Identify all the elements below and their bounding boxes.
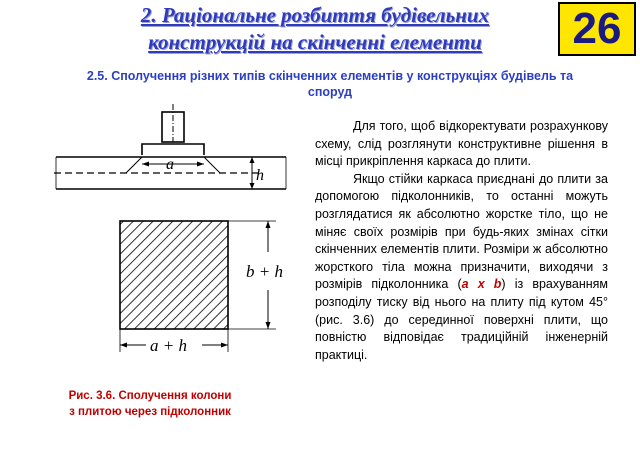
paragraph-2-part-2: ) із врахуванням розподілу тиску від нього на плиту під кутом 45° (рис. 3.6) до серединної поверхні плити, що повністю відповідає традиційній інженерній практиці. — [315, 277, 608, 362]
dimension-highlight: a x b — [461, 277, 502, 292]
title-line-2: конструкцій на скінченні елементи — [148, 30, 482, 54]
paragraph-2-part-1: Якщо стійки каркаса приєднані до плити за допомогою підколонників, то останні можуть розглядатися як абсолютно жорстке тіло, що не міняє своїх розмірів при будь-яких змінах сітки скінченних елементів плити. Розміри ж абсолютно жорсткого тіла можна призначити, виходячи з розмірів підколонника ( — [315, 171, 608, 292]
label-a-plus-h: a + h — [150, 336, 187, 355]
figure-caption — [40, 388, 260, 420]
figure-column-plate — [46, 100, 302, 355]
body-text — [315, 118, 608, 364]
caption-line-2: з плитою через підколонник — [69, 406, 231, 418]
slide-title — [60, 2, 570, 56]
label-a: a — [166, 156, 174, 173]
figure-drawing — [46, 100, 302, 355]
title-line-1: 2. Раціональне розбиття будівельних — [140, 3, 490, 27]
paragraph-1: Для того, щоб відкоректувати розрахункову схему, слід розглянути конструктивне рішення в місці прикріплення каркаса до плити. — [315, 119, 608, 169]
label-h: h — [256, 167, 264, 184]
section-view — [54, 104, 286, 189]
slide-number-badge: 26 — [558, 2, 636, 56]
label-b-plus-h: b + h — [246, 262, 283, 281]
section-subtitle: 2.5. Сполучення різних типів скінченних елементів у конструкціях будівель та споруд — [86, 69, 574, 99]
caption-line-1: Рис. 3.6. Сполучення колони — [68, 390, 232, 402]
plan-view — [120, 221, 276, 352]
paragraph-2 — [315, 171, 608, 365]
